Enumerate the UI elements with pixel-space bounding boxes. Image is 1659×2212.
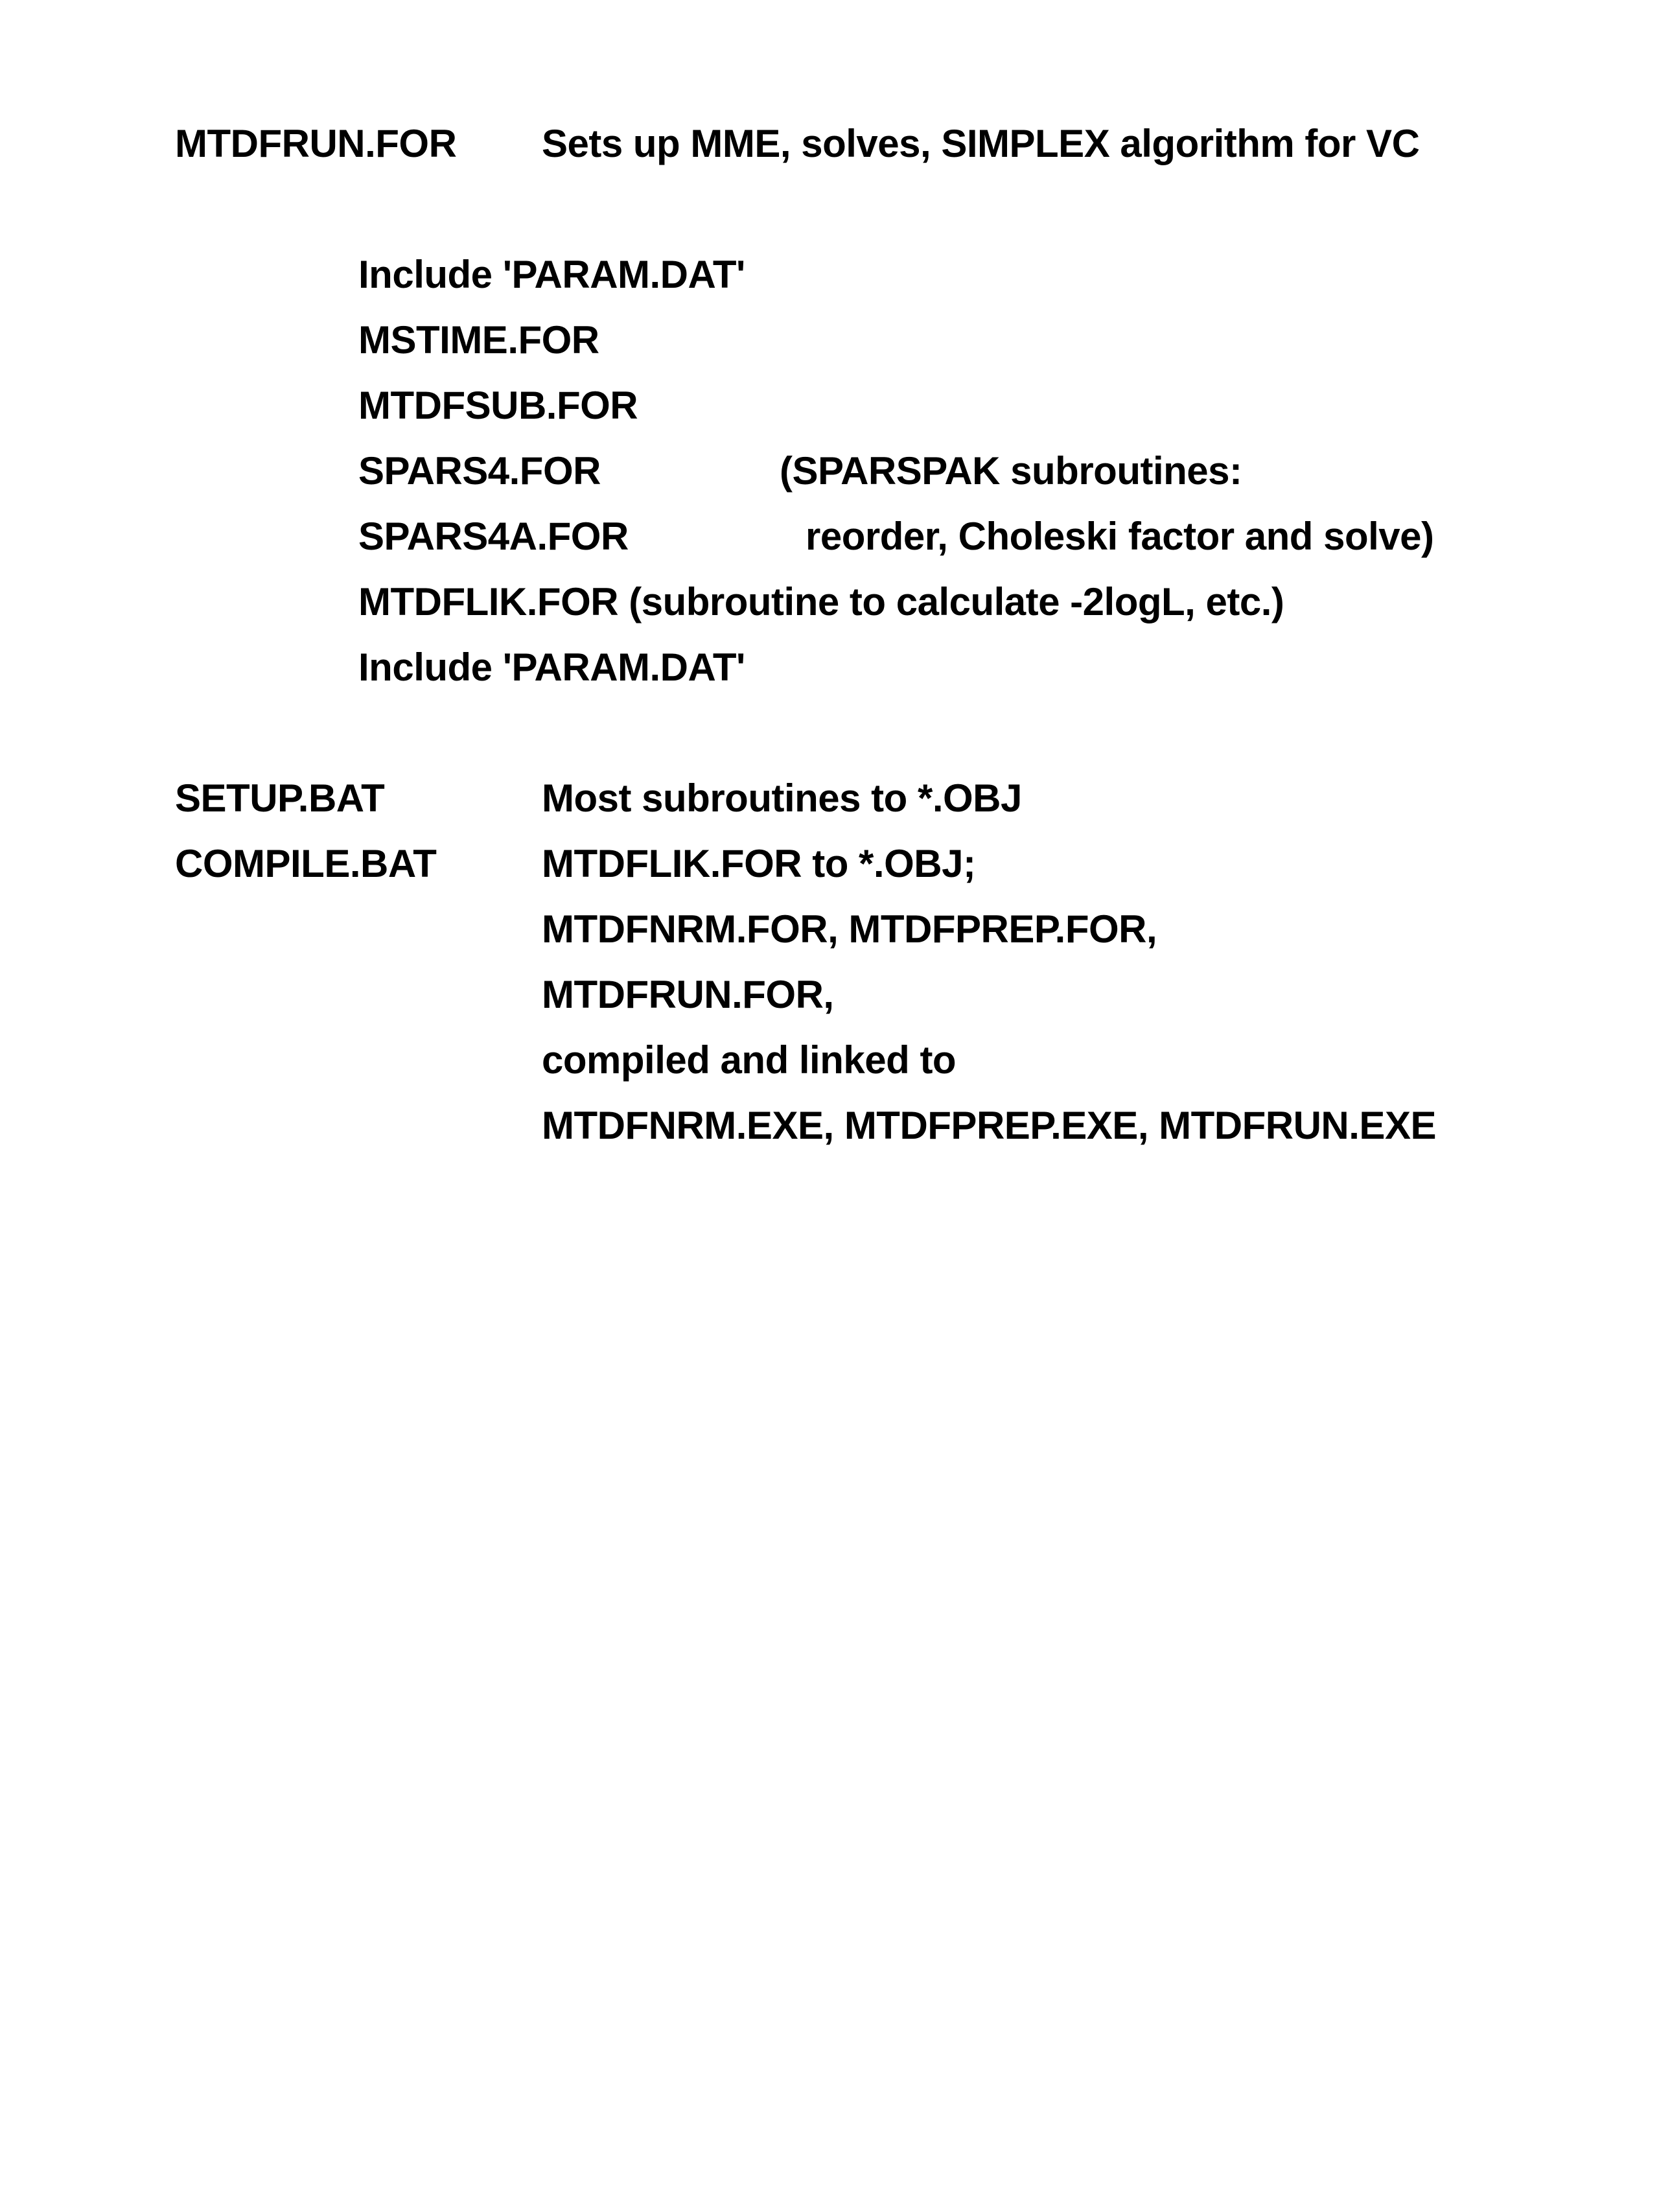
include-param-bottom: Include 'PARAM.DAT' xyxy=(358,646,745,689)
include-param-top: Include 'PARAM.DAT' xyxy=(358,253,745,296)
mtdfrun-file-name: MTDFRUN.FOR xyxy=(175,122,457,165)
compile-line-4: compiled and linked to xyxy=(542,1038,957,1082)
compile-line-2: MTDFNRM.FOR, MTDFPREP.FOR, xyxy=(542,907,1157,951)
compile-line-3: MTDFRUN.FOR, xyxy=(542,973,834,1016)
mstime-file: MSTIME.FOR xyxy=(358,318,599,362)
spars4a-note: reorder, Choleski factor and solve) xyxy=(806,515,1434,558)
mtdfrun-description: Sets up MME, solves, SIMPLEX algorithm for VC xyxy=(542,122,1420,165)
compile-file-name: COMPILE.BAT xyxy=(175,842,437,885)
mtdfsub-file: MTDFSUB.FOR xyxy=(358,384,638,427)
compile-line-5: MTDFNRM.EXE, MTDFPREP.EXE, MTDFRUN.EXE xyxy=(542,1104,1436,1147)
setup-description: Most subroutines to *.OBJ xyxy=(542,776,1022,820)
spars4-note: (SPARSPAK subroutines: xyxy=(780,449,1242,493)
spars4-file: SPARS4.FOR xyxy=(358,449,601,493)
mtdflik-line: MTDFLIK.FOR (subroutine to calculate -2logL, etc.) xyxy=(358,580,1284,623)
compile-line-1: MTDFLIK.FOR to *.OBJ; xyxy=(542,842,976,885)
setup-file-name: SETUP.BAT xyxy=(175,776,385,820)
spars4a-file: SPARS4A.FOR xyxy=(358,515,629,558)
